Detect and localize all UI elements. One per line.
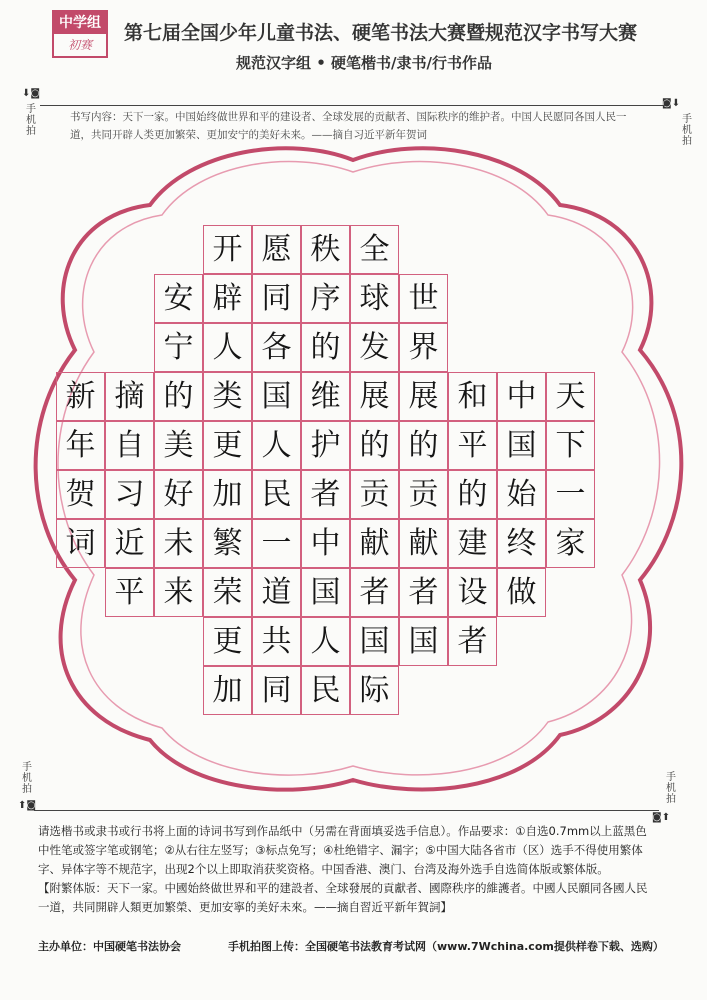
grid-cell: 献 (399, 519, 448, 568)
organizer-label: 主办单位：中国硬笔书法协会 (38, 940, 181, 953)
grid-cell: 各 (252, 323, 301, 372)
grid-cell: 人 (301, 617, 350, 666)
grid-cell: 类 (203, 372, 252, 421)
grid-cell: 维 (301, 372, 350, 421)
grid-cell: 国 (497, 421, 546, 470)
grid-cell: 繁 (203, 519, 252, 568)
grid-cell: 者 (350, 568, 399, 617)
grid-cell: 年 (56, 421, 105, 470)
writing-content: 书写内容：天下一家。中国始终做世界和平的建设者、全球发展的贡献者、国际秩序的维护者。中国人民愿同各国人民一道，共同开辟人类更加繁荣、更加安宁的美好未来。——摘自习近平新年贺词 (70, 111, 627, 141)
grid-cell: 新 (56, 372, 105, 421)
grid-cell: 界 (399, 323, 448, 372)
grid-cell: 加 (203, 470, 252, 519)
grid-cell: 共 (252, 617, 301, 666)
grid-cell: 自 (105, 421, 154, 470)
grid-cell: 民 (301, 666, 350, 715)
grid-cell: 好 (154, 470, 203, 519)
grid-cell: 国 (399, 617, 448, 666)
grid-cell: 护 (301, 421, 350, 470)
grid-cell: 展 (350, 372, 399, 421)
grid-cell: 的 (301, 323, 350, 372)
grid-cell: 全 (350, 225, 399, 274)
instructions-traditional: 【附繁体版：天下一家。中國始終做世界和平的建設者、全球發展的貢獻者、國際秩序的維護者。中國人民願同各國人民一道，共同開辟人類更加繁榮、更加安寧的美好未來。——摘自習近平新年賀詞】 (38, 881, 648, 914)
grid-cell: 平 (448, 421, 497, 470)
side-label-top-left: 手机拍 (26, 104, 36, 137)
grid-cell: 献 (350, 519, 399, 568)
grid-cell: 世 (399, 274, 448, 323)
grid-cell: 美 (154, 421, 203, 470)
grid-cell: 的 (399, 421, 448, 470)
grid-cell: 近 (105, 519, 154, 568)
grid-cell: 未 (154, 519, 203, 568)
grid-cell: 天 (546, 372, 595, 421)
grid-cell: 安 (154, 274, 203, 323)
grid-cell: 辟 (203, 274, 252, 323)
side-label-top-right: 手机拍 (682, 114, 692, 147)
grid-cell: 开 (203, 225, 252, 274)
grid-cell: 者 (301, 470, 350, 519)
badge-round-label: 初赛 (67, 38, 92, 52)
grid-cell: 的 (154, 372, 203, 421)
grid-cell: 始 (497, 470, 546, 519)
grid-cell: 展 (399, 372, 448, 421)
upload-info: 手机拍图上传：全国硬笔书法教育考试网（www.7Wchina.com提供样卷下载、选购） (228, 940, 664, 953)
grid-cell: 更 (203, 617, 252, 666)
grid-cell: 者 (399, 568, 448, 617)
grid-cell: 秩 (301, 225, 350, 274)
camera-icon: ⬆◙ (18, 800, 37, 811)
grid-cell: 设 (448, 568, 497, 617)
page-subtitle: 规范汉字组 • 硬笔楷书/隶书/行书作品 (236, 54, 492, 72)
grid-cell: 平 (105, 568, 154, 617)
grid-cell: 的 (350, 421, 399, 470)
grid-cell: 一 (252, 519, 301, 568)
grid-cell: 愿 (252, 225, 301, 274)
grid-cell: 人 (203, 323, 252, 372)
camera-icon: ◙⬇ (662, 98, 681, 109)
grid-cell: 者 (448, 617, 497, 666)
grid-cell: 国 (350, 617, 399, 666)
camera-icon: ◙⬆ (652, 812, 671, 823)
grid-cell: 人 (252, 421, 301, 470)
grid-cell: 下 (546, 421, 595, 470)
grid-cell: 中 (497, 372, 546, 421)
grid-cell: 荣 (203, 568, 252, 617)
badge-group-label: 中学组 (54, 12, 106, 34)
grid-cell: 序 (301, 274, 350, 323)
grid-cell: 宁 (154, 323, 203, 372)
grid-cell: 的 (448, 470, 497, 519)
grid-cell: 球 (350, 274, 399, 323)
grid-cell: 贡 (350, 470, 399, 519)
camera-icon: ⬇◙ (22, 88, 41, 99)
side-label-bottom-right: 手机拍 (666, 772, 676, 805)
grid-cell: 建 (448, 519, 497, 568)
grid-cell: 贡 (399, 470, 448, 519)
grid-cell: 同 (252, 274, 301, 323)
grid-cell: 道 (252, 568, 301, 617)
grid-cell: 摘 (105, 372, 154, 421)
grid-cell: 发 (350, 323, 399, 372)
grid-cell: 国 (301, 568, 350, 617)
instructions-requirements: 请选楷书或隶书或行书将上面的诗词书写到作品纸中（另需在背面填妥选手信息）。作品要求：①自选0.7mm以上蓝黑色中性笔或签字笔或钢笔；②从右往左竖写；③标点免写；④杜绝错字、漏字；⑤中国大陆各省市（区）选手不得使用繁体字、异体字等不规范字，出现2个以上即取消获奖资格。中国香港、澳门、台湾及海外选手自选简体版或繁体版。 (38, 824, 647, 876)
instructions (38, 822, 658, 917)
grid-cell: 同 (252, 666, 301, 715)
grid-cell: 国 (252, 372, 301, 421)
grid-cell: 贺 (56, 470, 105, 519)
grid-cell: 来 (154, 568, 203, 617)
grid-cell: 际 (350, 666, 399, 715)
page-title: 第七届全国少年儿童书法、硬笔书法大赛暨规范汉字书写大赛 (124, 22, 638, 44)
side-label-bottom-left: 手机拍 (22, 762, 32, 795)
grid-cell: 一 (546, 470, 595, 519)
grid-cell: 习 (105, 470, 154, 519)
grid-cell: 更 (203, 421, 252, 470)
grid-cell: 终 (497, 519, 546, 568)
grid-cell: 加 (203, 666, 252, 715)
grid-cell: 和 (448, 372, 497, 421)
grid-cell: 民 (252, 470, 301, 519)
grid-cell: 中 (301, 519, 350, 568)
grid-cell: 词 (56, 519, 105, 568)
grid-cell: 做 (497, 568, 546, 617)
grid-cell: 家 (546, 519, 595, 568)
